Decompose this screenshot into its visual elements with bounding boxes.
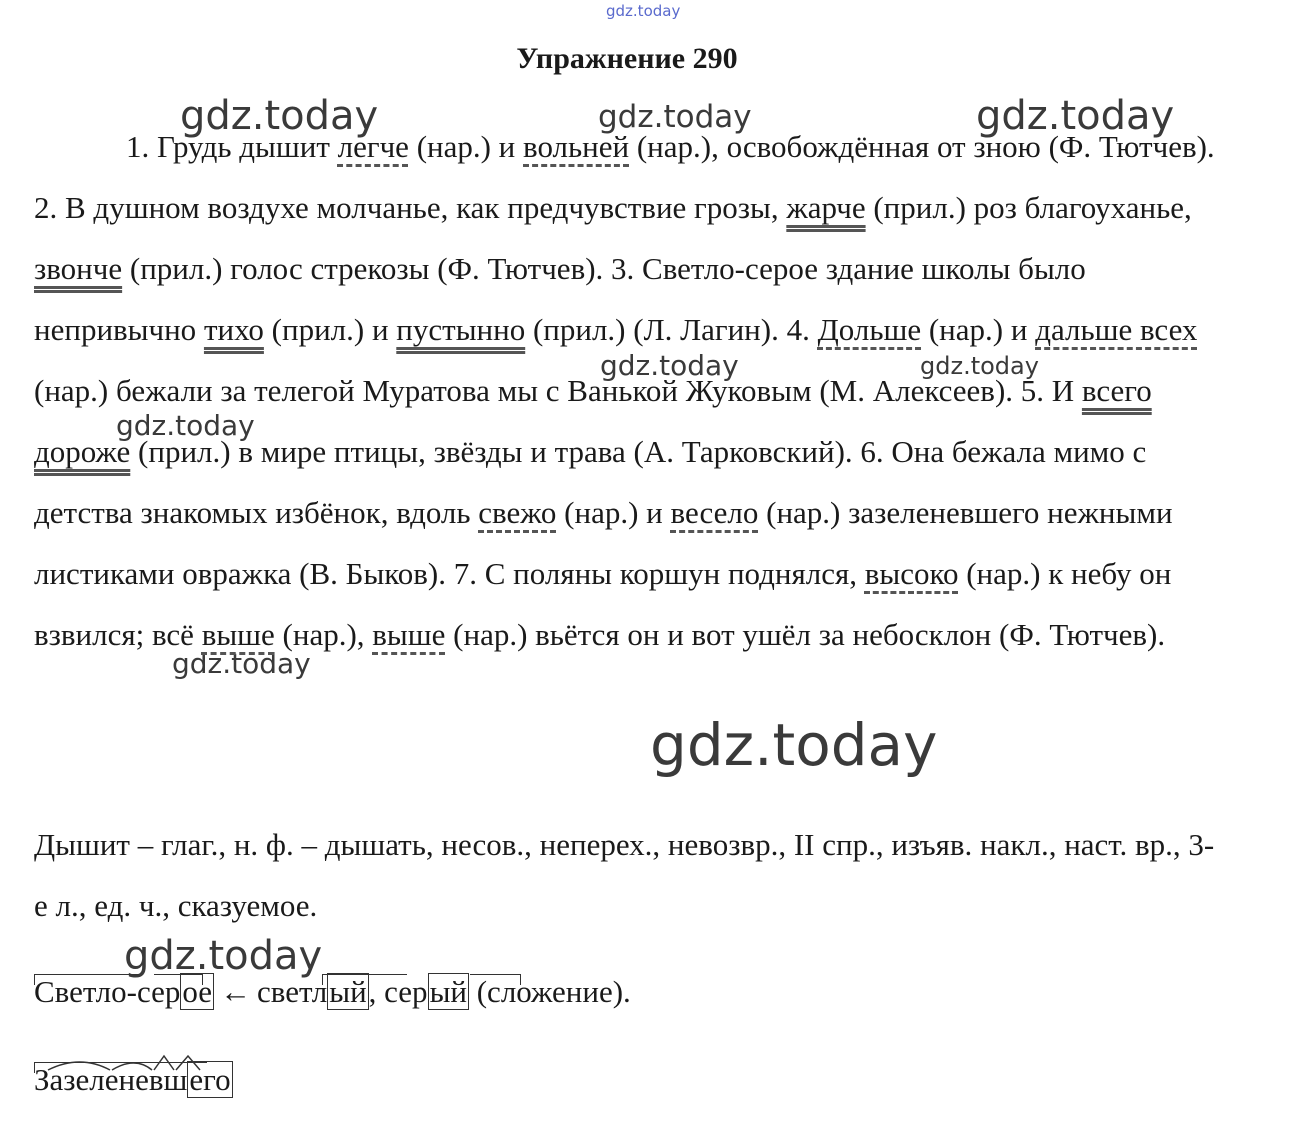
text-run: (нар.) и	[556, 495, 671, 530]
adverb-word: дальше всех	[1035, 312, 1198, 347]
text-run: (нар.) и	[408, 129, 524, 164]
predicate-word: пустынно	[396, 312, 526, 347]
adverb-word: выше	[201, 617, 275, 652]
watermark: gdz.today	[116, 409, 255, 442]
word-formation-scheme-2	[34, 1062, 233, 1098]
text-run: (прил.) (Л. Лагин). 4.	[525, 312, 818, 347]
arrow-left-icon: ←	[220, 974, 251, 1009]
predicate-word: жарче	[786, 190, 866, 225]
predicate-word: тихо	[203, 312, 264, 347]
predicate-word: звонче	[34, 251, 123, 286]
text-run: (прил.) в мире птицы, звёзды и трава (А. Тарковский). 6. Она бежала мимо с детства знакомых избёнок, вдоль	[34, 434, 1147, 530]
adverb-word: высоко	[864, 556, 959, 591]
separator: ,	[368, 974, 377, 1009]
watermark: gdz.today	[600, 349, 739, 382]
text-run: (нар.) и	[921, 312, 1036, 347]
watermark-top: gdz.today	[606, 2, 681, 20]
watermark: gdz.today	[598, 99, 752, 135]
watermark: gdz.today	[976, 93, 1175, 139]
watermark: gdz.today	[124, 933, 323, 979]
text-run: 1. Грудь дышит	[126, 129, 338, 164]
text-run: (нар.) бежали за телегой Муратова мы с Ванькой Жуковым (М. Алексеев). 5. И	[34, 373, 1082, 408]
formation-note: (сложение).	[476, 974, 631, 1009]
watermark: gdz.today	[920, 352, 1039, 380]
ending-box: ый	[429, 974, 467, 1009]
text-run: (нар.) к небу он взвился; всё	[34, 556, 1172, 652]
adverb-word: выше	[372, 617, 446, 652]
text-run: (нар.),	[274, 617, 373, 652]
watermark-large: gdz.today	[650, 711, 938, 779]
adverb-word: легче	[337, 129, 409, 164]
adverb-word: вольней	[523, 129, 630, 164]
ending-box: его	[189, 1062, 231, 1097]
stem-part: Зазеленевш	[34, 1062, 188, 1097]
word-formation-scheme-1	[34, 974, 631, 1010]
watermark: gdz.today	[180, 93, 379, 139]
morphological-analysis: Дышит – глаг., н. ф. – дышать, несов., неперех., невозвр., II спр., изъяв. накл., наст. вр., 3-е л., ед. ч., сказуемое.	[34, 827, 1215, 923]
text-run: (нар.), освобождённая от зною (Ф. Тютчев). 2. В душном воздухе молчанье, как предчувствие грозы,	[34, 129, 1215, 225]
text-run: (прил.) и	[263, 312, 397, 347]
exercise-title: Упражнение 290	[516, 42, 738, 75]
ending-box: ый	[329, 974, 367, 1009]
adverb-word: весело	[670, 495, 759, 530]
text-run: (прил.) роз благоуханье,	[865, 190, 1192, 225]
text-run: (нар.) вьётся он и вот ушёл за небосклон (Ф. Тютчев).	[445, 617, 1166, 652]
watermark: gdz.today	[172, 647, 311, 680]
adverb-word: свежо	[478, 495, 557, 530]
adverb-word: Дольше	[817, 312, 922, 347]
predicate-word: всего дороже	[34, 373, 1152, 469]
stem-part: сер	[384, 974, 428, 1009]
stem-part: Светло-сер	[34, 974, 181, 1009]
text-run: (прил.) голос стрекозы (Ф. Тютчев). 3. Светло-серое здание школы было непривычно	[34, 251, 1086, 347]
exercise-text	[34, 116, 1224, 665]
ending-box: ое	[182, 974, 212, 1009]
text-run: (нар.) зазеленевшего нежными листиками овражка (В. Быков). 7. С поляны коршун поднялся,	[34, 495, 1173, 591]
stem-part: светл	[257, 974, 328, 1009]
